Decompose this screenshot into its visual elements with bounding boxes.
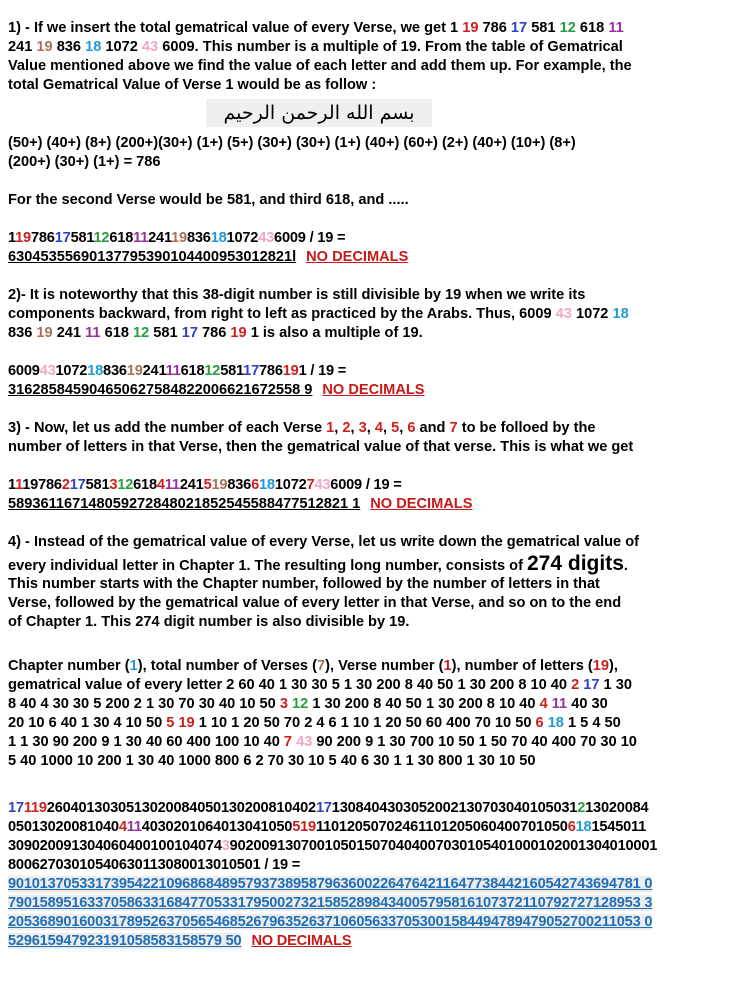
eq2-number — [8, 362, 743, 381]
eq1-number-run-8: 241 — [148, 230, 172, 246]
eq2-number-run-3: 18 — [87, 363, 104, 379]
p1-line-2-run-3: 18 — [85, 39, 102, 55]
paragraph-1 — [8, 19, 743, 95]
eq2-number-run-4: 836 — [103, 363, 127, 379]
eq3-number-run-12: 241 — [179, 477, 204, 493]
p5-line-1 — [8, 657, 743, 676]
p3-line-1-run-11: 6 — [407, 420, 416, 436]
eq2-number-run-2: 1072 — [55, 363, 88, 379]
p5-line-4 — [8, 714, 743, 733]
eq3-number-run-1: 1 — [15, 477, 23, 493]
p2-line-1 — [8, 286, 743, 305]
eq1-result: 63045355690137795390104400953012821l — [8, 249, 297, 265]
eq1-number-run-4: 581 — [70, 230, 94, 246]
equation-2 — [8, 362, 743, 400]
eq3-number-run-18: 1072 — [274, 477, 307, 493]
p3-line-1-run-13: 7 — [449, 420, 458, 436]
p3-line-1-run-3: 2 — [342, 420, 351, 436]
p1-line-2-run-5: 43 — [141, 39, 159, 55]
eq3-number-run-20: 43 — [314, 477, 331, 493]
p3-line-1-run-8: , — [383, 420, 392, 436]
p5-line-2-run-4: 1 30 — [599, 677, 632, 693]
eq4-number-2-run-2: 11 — [126, 819, 142, 835]
equation-4 — [8, 799, 743, 951]
eq3-number-run-21: 6009 / 19 = — [330, 477, 402, 493]
p5-line-5-run-0: 1 1 30 90 200 9 1 30 40 60 400 100 10 40 — [8, 734, 284, 750]
eq2-number-run-5: 19 — [126, 363, 143, 379]
paragraph-5 — [8, 657, 743, 771]
p2-line-3-run-0: 836 — [8, 325, 37, 341]
eq4-number-2-run-9: 1545011 — [591, 819, 647, 835]
p5-line-3-run-1: 3 — [279, 696, 288, 712]
eq4-number-1-run-1: 119 — [23, 800, 47, 816]
p3-line-1-run-1: 1 — [326, 420, 335, 436]
eq3-number-run-15: 836 — [227, 477, 252, 493]
eq2-number-run-7: 11 — [165, 363, 181, 379]
p2-line-3-run-1: 19 — [36, 325, 53, 341]
p2-line-2-run-0: components backward, from right to left as practiced by the Arabs. Thus, 6009 — [8, 306, 556, 322]
p1-line-1-run-4: 581 — [527, 20, 560, 36]
p5-line-5-run-4: 90 200 9 1 30 700 10 50 1 50 70 40 400 70 30 10 — [312, 734, 637, 750]
eq4-number-4-run-0: 80062703010540630113080013010501 / 19 = — [8, 857, 301, 873]
p1-line-4-run-0: total Gematrical Value of Verse 1 would be as follow : — [8, 77, 377, 93]
p3-line-2 — [8, 438, 743, 457]
p5-line-3-run-5: 4 — [539, 696, 548, 712]
p5-line-3-run-7: 11 — [551, 696, 568, 712]
p5-line-1-run-2: ), total number of Verses ( — [137, 658, 317, 674]
eq3-number-run-10: 4 — [156, 477, 165, 493]
p5-line-3-run-0: 8 40 4 30 30 5 200 2 1 30 70 30 40 10 50 — [8, 696, 280, 712]
p5-line-5 — [8, 733, 743, 752]
p4-line-2-text: every individual letter in Chapter 1. The resulting long number, consists of — [8, 558, 527, 574]
p1-line-2-run-0: 241 — [8, 39, 37, 55]
eq3-number-run-8: 12 — [117, 477, 134, 493]
eq2-number-run-13: 19 — [282, 363, 299, 379]
p3-line-1 — [8, 419, 743, 438]
eq1-number-run-5: 12 — [93, 230, 110, 246]
eq2-number-run-12: 786 — [259, 363, 283, 379]
eq1-number-run-9: 19 — [171, 230, 187, 246]
eq3-number-run-9: 618 — [133, 477, 157, 493]
eq4-number-2-run-3: 4030201064013041050 — [141, 819, 293, 835]
eq1-number — [8, 229, 743, 248]
eq3-number-run-7: 3 — [109, 477, 118, 493]
eq2-number-run-0: 6009 — [8, 363, 40, 379]
eq4-number-2-run-6: 11012050702461101205060400701050 — [315, 819, 568, 835]
p5-line-4-run-3: 19 — [178, 715, 195, 731]
letter-values-line-1: (50+) (40+) (8+) (200+)(30+) (1+) (5+) (30+) (30+) (1+) (40+) (60+) (2+) (40+) (10+) (8+) — [8, 135, 576, 151]
eq3-number-run-6: 581 — [85, 477, 110, 493]
eq2-number-run-10: 581 — [220, 363, 244, 379]
eq2-number-run-9: 12 — [204, 363, 221, 379]
p1-line-3 — [8, 57, 743, 76]
p1-line-1-run-5: 12 — [559, 20, 576, 36]
eq4-result-3: 20536890160031789526370565468526796352637106056337053001584494789479052700211053 0 — [8, 914, 653, 930]
p1-line-2-run-4: 1072 — [101, 39, 142, 55]
p5-line-1-run-0: Chapter number ( — [8, 658, 130, 674]
p2-line-3-run-9: 19 — [230, 325, 247, 341]
eq3-number-run-2: 19 — [22, 477, 39, 493]
p5-line-4-run-8: 1 5 4 50 — [563, 715, 621, 731]
p5-line-1-run-1: 1 — [129, 658, 138, 674]
eq1-number-run-10: 836 — [186, 230, 211, 246]
p1-line-2 — [8, 38, 743, 57]
eq1-number-run-0: 1 — [8, 230, 16, 246]
eq2-number-run-14: 1 / 19 = — [298, 363, 347, 379]
p3-line-1-run-4: , — [350, 420, 359, 436]
p3-line-1-run-0: 3) - Now, let us add the number of each Verse — [8, 420, 327, 436]
eq4-number-1-run-3: 17 — [315, 800, 332, 816]
eq4-number-3 — [8, 837, 743, 856]
p4-line-2 — [8, 552, 743, 575]
eq4-result-2: 79015895163370586331684770533179500273215852898434005795816107372110792727128953 3 — [8, 895, 653, 911]
p2-line-2-run-1: 43 — [555, 306, 572, 322]
eq3-number-run-4: 2 — [61, 477, 70, 493]
eq3-number-run-19: 7 — [306, 477, 315, 493]
p5-line-4-run-0: 20 10 6 40 1 30 4 10 50 — [8, 715, 167, 731]
p4-274-digits: 274 digits — [527, 552, 624, 575]
eq2-number-run-6: 241 — [142, 363, 166, 379]
p2-line-2-run-2: 1072 — [571, 306, 613, 322]
p5-line-6 — [8, 752, 743, 771]
letter-values-line-2: (200+) (30+) (1+) = 786 — [8, 154, 161, 170]
p5-line-3 — [8, 695, 743, 714]
eq4-number-1 — [8, 799, 743, 818]
p5-line-2-run-0: gematrical value of every letter 2 60 40 1 30 30 5 1 30 200 8 40 50 1 30 200 8 10 40 — [8, 677, 572, 693]
p2-line-3-run-8: 786 — [197, 325, 231, 341]
p5-line-4-run-1: 5 — [166, 715, 175, 731]
p3-line-2-run-0: number of letters in that Verse, then the gematrical value of that verse. This is what we get — [8, 439, 634, 455]
eq1-number-run-1: 19 — [15, 230, 31, 246]
p5-line-3-run-3: 12 — [292, 696, 309, 712]
p4-line-3: This number starts with the Chapter number, followed by the number of letters in that — [8, 576, 600, 592]
eq4-number-2 — [8, 818, 743, 837]
eq2-no-decimals: NO DECIMALS — [322, 382, 425, 398]
p5-line-3-run-8: 40 30 — [567, 696, 608, 712]
eq4-no-decimals: NO DECIMALS — [251, 933, 352, 949]
eq3-number-run-0: 1 — [8, 477, 16, 493]
eq4-result-4: 529615947923191058583158579 50 — [8, 933, 242, 949]
p5-line-5-run-1: 7 — [283, 734, 293, 750]
paragraph-3 — [8, 419, 743, 457]
eq1-number-run-12: 1072 — [226, 230, 259, 246]
eq4-number-2-run-7: 6 — [567, 819, 576, 835]
p4-line-5: of Chapter 1. This 274 digit number is also divisible by 19. — [8, 614, 410, 630]
p4-line-1: 4) - Instead of the gematrical value of every Verse, let us write down the gematrical value of — [8, 534, 639, 550]
eq3-number-run-5: 17 — [69, 477, 86, 493]
eq4-number-1-run-0: 17 — [8, 800, 24, 816]
eq4-result-1: 90101370533173954221096868489579373895879636002264764211647738442160542743694781 0 — [8, 876, 653, 892]
p2-line-3-run-4: 618 — [100, 325, 134, 341]
eq3-number — [8, 476, 743, 495]
p1-line-1-run-3: 17 — [510, 20, 528, 36]
p2-line-1-run-0: 2)- It is noteworthy that this 38-digit number is still divisible by 19 when we write its — [8, 287, 586, 303]
basmala-arabic: بسم الله الرحمن الرحيم — [206, 99, 432, 127]
p5-line-2 — [8, 676, 743, 695]
p3-line-1-run-7: 4 — [374, 420, 383, 436]
eq1-number-run-13: 43 — [258, 230, 275, 246]
eq4-number-1-run-4: 1308404303052002130703040105031 — [331, 800, 578, 816]
eq4-number-3-run-2: 902009130700105015070404007030105401000102001304010001 — [229, 838, 658, 854]
eq4-number-1-run-5: 2 — [577, 800, 586, 816]
paragraph-1-values — [8, 134, 743, 172]
p2-line-3-run-7: 17 — [181, 325, 198, 341]
eq4-number-2-run-5: 19 — [300, 819, 316, 835]
p2-line-3-run-10: 1 is also a multiple of 19. — [246, 325, 423, 341]
eq1-number-run-2: 786 — [30, 230, 55, 246]
eq3-result: 589361167148059272848021852545588477512821 1 — [8, 496, 361, 512]
p2-line-3-run-3: 11 — [85, 325, 101, 341]
eq2-number-run-8: 618 — [180, 363, 205, 379]
eq1-number-run-3: 17 — [54, 230, 71, 246]
p2-line-2-run-3: 18 — [612, 306, 629, 322]
equation-1 — [8, 229, 743, 267]
p2-line-3-run-2: 241 — [52, 325, 86, 341]
p5-line-1-run-5: 1 — [443, 658, 452, 674]
eq3-number-run-3: 786 — [38, 477, 62, 493]
p5-line-1-run-6: ), number of letters ( — [451, 658, 593, 674]
eq4-number-2-run-0: 05013020081040 — [8, 819, 119, 835]
eq4-number-1-run-6: 13020084 — [585, 800, 649, 816]
paragraph-4 — [8, 533, 743, 632]
p1-line-4 — [8, 76, 743, 95]
p5-line-1-run-7: 19 — [592, 658, 609, 674]
eq3-number-run-16: 6 — [251, 477, 260, 493]
eq3-number-run-13: 5 — [203, 477, 212, 493]
eq1-number-run-11: 18 — [210, 230, 227, 246]
p3-line-1-run-12: and — [415, 420, 450, 436]
eq4-number-4 — [8, 856, 743, 875]
p5-line-4-run-5: 6 — [535, 715, 544, 731]
p1-line-1-run-6: 618 — [575, 20, 609, 36]
p1-line-2-run-1: 19 — [36, 39, 53, 55]
eq1-number-run-14: 6009 / 19 = — [274, 230, 346, 246]
eq4-number-2-run-1: 4 — [118, 819, 127, 835]
p2-line-2 — [8, 305, 743, 324]
eq4-number-2-run-8: 18 — [575, 819, 592, 835]
eq1-no-decimals: NO DECIMALS — [306, 249, 409, 265]
second-verse-text: For the second Verse would be 581, and third 618, and ..... — [8, 192, 409, 208]
eq2-number-run-11: 17 — [243, 363, 259, 379]
eq4-number-3-run-0: 309020091304060400100104074 — [8, 838, 222, 854]
p4-line-4: Verse, followed by the gematrical value of every letter in that Verse, and so on to the end — [8, 595, 622, 611]
eq3-no-decimals: NO DECIMALS — [370, 496, 473, 512]
p1-line-2-run-2: 836 — [52, 39, 86, 55]
p5-line-3-run-4: 1 30 200 8 40 50 1 30 200 8 10 40 — [308, 696, 540, 712]
p1-line-1-run-1: 19 — [462, 20, 479, 36]
p1-line-1-run-0: 1) - If we insert the total gematrical value of every Verse, we get 1 — [8, 20, 463, 36]
p3-line-1-run-2: , — [334, 420, 343, 436]
paragraph-second-verse — [8, 191, 743, 210]
p5-line-1-run-8: ), — [608, 658, 618, 674]
eq1-number-run-7: 11 — [133, 230, 149, 246]
p2-line-3 — [8, 324, 743, 343]
eq4-number-1-run-2: 2604013030513020084050130200810402 — [46, 800, 316, 816]
eq3-number-run-14: 19 — [211, 477, 228, 493]
p5-line-5-run-3: 43 — [296, 734, 313, 750]
p2-line-3-run-6: 581 — [149, 325, 182, 341]
eq3-number-run-17: 18 — [259, 477, 275, 493]
p1-line-1 — [8, 19, 743, 38]
p3-line-1-run-6: , — [366, 420, 375, 436]
eq3-number-run-11: 11 — [164, 477, 180, 493]
p5-line-2-run-3: 17 — [583, 677, 600, 693]
eq2-result: 316285845904650627584822006621672558 9 — [8, 382, 313, 398]
p5-line-1-run-3: 7 — [316, 658, 326, 674]
p2-line-3-run-5: 12 — [133, 325, 150, 341]
p4-line-2-end: . — [623, 558, 628, 574]
eq4-number-3-run-1: 3 — [221, 838, 230, 854]
p5-line-6-run-0: 5 40 1000 10 200 1 30 40 1000 800 6 2 70 30 10 5 40 6 30 1 1 30 800 1 30 10 50 — [8, 753, 536, 769]
p5-line-1-run-4: ), Verse number ( — [325, 658, 444, 674]
eq1-number-run-6: 618 — [109, 230, 134, 246]
p3-line-1-run-10: , — [399, 420, 408, 436]
p1-line-2-run-6: 6009. This number is a multiple of 19. From the table of Gematrical — [158, 39, 623, 55]
eq4-number-2-run-4: 5 — [292, 819, 301, 835]
p3-line-1-run-5: 3 — [358, 420, 367, 436]
p3-line-1-run-14: to be folloed by the — [457, 420, 596, 436]
p5-line-4-run-7: 18 — [547, 715, 564, 731]
p5-line-2-run-1: 2 — [571, 677, 580, 693]
p1-line-3-run-0: Value mentioned above we find the value of each letter and add them up. For example, the — [8, 58, 632, 74]
p5-line-4-run-4: 1 10 1 20 50 70 2 4 6 1 10 1 20 50 60 400 70 10 50 — [194, 715, 536, 731]
p1-line-1-run-7: 11 — [608, 20, 624, 36]
eq2-number-run-1: 43 — [39, 363, 56, 379]
p1-line-1-run-2: 786 — [478, 20, 511, 36]
paragraph-2 — [8, 286, 743, 343]
equation-3 — [8, 476, 743, 514]
p3-line-1-run-9: 5 — [391, 420, 400, 436]
